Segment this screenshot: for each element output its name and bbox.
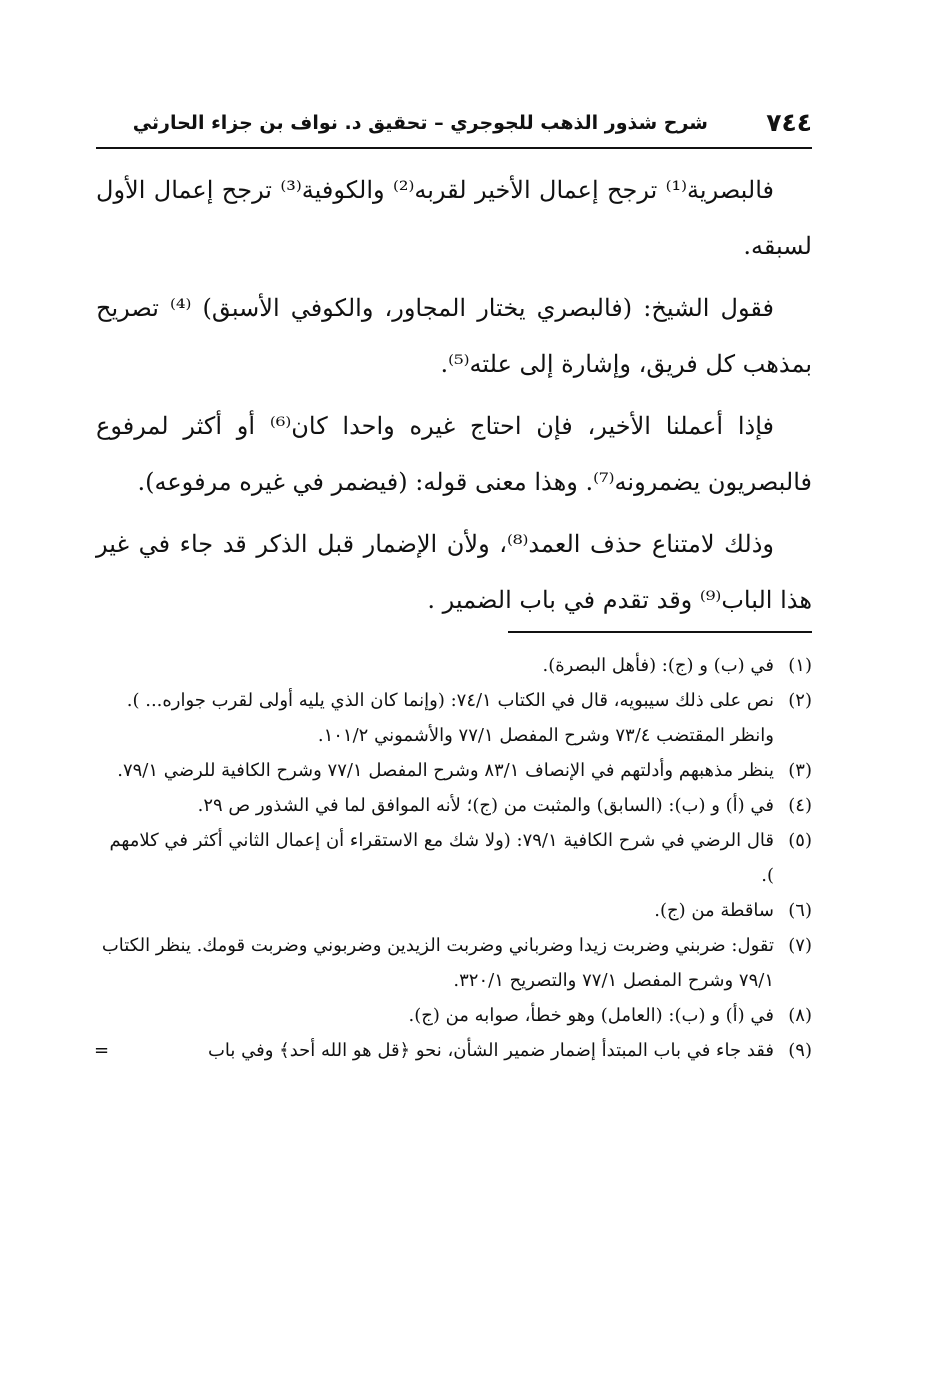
footnote xyxy=(96,928,812,998)
footnotes xyxy=(96,648,812,1068)
footnote-separator xyxy=(508,631,812,633)
main-text xyxy=(96,162,812,628)
footnote-text: في (ب) و (ج): (فأهل البصرة). xyxy=(542,655,774,676)
footnote xyxy=(96,823,812,893)
footnote-number: (٩) xyxy=(788,1040,812,1061)
footnote-number: (٧) xyxy=(788,935,812,956)
header-rule xyxy=(96,147,812,149)
footnote-text: ينظر مذهبهم وأدلتهم في الإنصاف ٨٣/١ وشرح المفصل ٧٧/١ وشرح الكافية للرضي ٧٩/١. xyxy=(117,760,774,781)
footnote-text: في (أ) و (ب): (العامل) وهو خطأ، صوابه من (ج). xyxy=(408,1005,774,1026)
footnote-text: فقد جاء في باب المبتدأ إضمار ضمير الشأن، نحو ﴿قل هو الله أحد﴾ وفي باب xyxy=(207,1040,774,1061)
footnote-number: (١) xyxy=(788,655,812,676)
continuation-mark: = xyxy=(94,1040,110,1061)
footnote-number: (٣) xyxy=(788,760,812,781)
footnote-text: ساقطة من (ج). xyxy=(654,900,774,921)
footnote-number: (٦) xyxy=(788,900,812,921)
header-title: شرح شذور الذهب للجوجري – تحقيق د. نواف بن جزاء الحارثي xyxy=(132,112,708,134)
footnote-text: تقول: ضربني وضربت زيدا وضرباني وضربت الزيدين وضربوني وضربت قومك. ينظر الكتاب ٧٩/١ وشرح المفصل ٧٧/١ والتصريح ٣٢٠/١. xyxy=(101,935,774,991)
footnote-text: نص على ذلك سيبويه، قال في الكتاب ٧٤/١: (وإنما كان الذي يليه أولى لقرب جواره... ). وانظر المقتضب ٧٣/٤ وشرح المفصل ٧٧/١ والأشموني ١٠١/٢. xyxy=(126,690,774,746)
footnote xyxy=(96,753,812,788)
paragraph: فإذا أعملنا الأخير، فإن احتاج غيره واحدا كان⁽⁶⁾ أو أكثر لمرفوع فالبصريون يضمرونه⁽⁷⁾. وهذا معنى قوله: (فيضمر في غيره مرفوعه). xyxy=(96,412,812,496)
footnote xyxy=(96,1033,812,1068)
paragraph: فقول الشيخ: (فالبصري يختار المجاور، والكوفي الأسبق) ⁽⁴⁾ تصريح بمذهب كل فريق، وإشارة إلى علته⁽⁵⁾. xyxy=(96,294,812,378)
footnote xyxy=(96,648,812,683)
footnote-text: قال الرضي في شرح الكافية ٧٩/١: (ولا شك مع الاستقراء أن إعمال الثاني أكثر في كلامهم ). xyxy=(109,830,774,886)
footnote-number: (٨) xyxy=(788,1005,812,1026)
footnote xyxy=(96,998,812,1033)
footnote-number: (٥) xyxy=(788,830,812,851)
footnote xyxy=(96,788,812,823)
page-number: ٧٤٤ xyxy=(766,108,812,137)
running-header xyxy=(96,108,812,148)
paragraph: فالبصرية⁽¹⁾ ترجح إعمال الأخير لقربه⁽²⁾ والكوفية⁽³⁾ ترجح إعمال الأول لسبقه. xyxy=(96,176,812,260)
footnote-text: في (أ) و (ب): (السابق) والمثبت من (ج)؛ لأنه الموافق لما في الشذور ص ٢٩. xyxy=(197,795,774,816)
paragraph: وذلك لامتناع حذف العمد⁽⁸⁾، ولأن الإضمار قبل الذكر قد جاء في غير هذا الباب⁽⁹⁾ وقد تقدم في باب الضمير . xyxy=(96,530,812,614)
footnote-number: (٤) xyxy=(788,795,812,816)
footnote xyxy=(96,683,812,753)
footnote-number: (٢) xyxy=(788,690,812,711)
footnote xyxy=(96,893,812,928)
